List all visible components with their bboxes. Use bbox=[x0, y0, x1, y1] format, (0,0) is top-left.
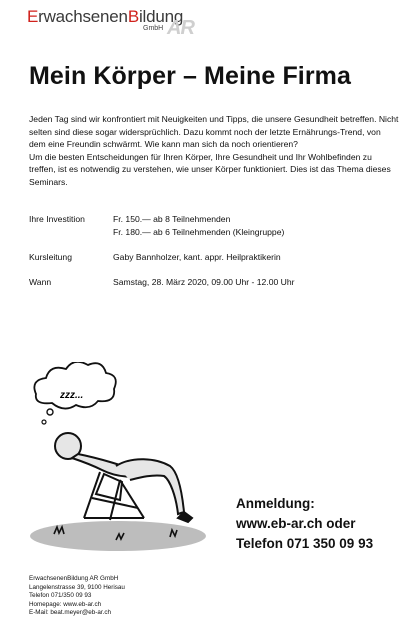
logo-gmbh: GmbH bbox=[143, 25, 164, 32]
registration-heading: Anmeldung: bbox=[236, 496, 315, 511]
registration-block bbox=[236, 494, 373, 554]
logo-wordmark bbox=[27, 7, 183, 27]
when-value: Samstag, 28. März 2020, 09.00 Uhr - 12.00 Uhr bbox=[113, 277, 295, 287]
footer-phone: Telefon 071/350 09 93 bbox=[29, 592, 92, 600]
logo-letter-b: B bbox=[127, 7, 139, 26]
logo-text-1: rwachsenen bbox=[38, 7, 128, 26]
investment-price-1: Fr. 150.— ab 8 Teilnehmenden bbox=[113, 214, 231, 224]
logo-ar-mark: AR bbox=[167, 17, 194, 39]
footer-street: Langelenstrasse 39, 9100 Herisau bbox=[29, 583, 125, 591]
lead-label: Kursleitung bbox=[29, 252, 72, 262]
registration-phone: Telefon 071 350 09 93 bbox=[236, 536, 374, 551]
snore-text: zzz... bbox=[60, 390, 84, 401]
page-title: Mein Körper – Meine Firma bbox=[29, 62, 352, 90]
lead-value: Gaby Bannholzer, kant. appr. Heilpraktikerin bbox=[113, 252, 281, 262]
footer-company: ErwachsenenBildung AR GmbH bbox=[29, 575, 119, 582]
logo-text-2: ildung bbox=[138, 7, 184, 26]
registration-website[interactable]: www.eb-ar.ch oder bbox=[236, 516, 356, 531]
investment-label: Ihre Investition bbox=[29, 214, 85, 224]
sleeping-person-deckchair-illustration bbox=[20, 362, 220, 562]
footer-email[interactable]: E-Mail: beat.meyer@eb-ar.ch bbox=[29, 609, 111, 617]
thought-dot-small bbox=[42, 420, 46, 424]
intro-paragraph-2: Um die besten Entscheidungen für Ihren Körper, Ihre Gesundheit und Ihr Wohlbefinden zu treffen, ist es notwendig zu verstehen, wie unser Körper funktioniert. Dies ist das Thema dieses Seminars. bbox=[29, 151, 391, 187]
footer-homepage[interactable]: Homepage: www.eb-ar.ch bbox=[29, 600, 102, 608]
footer-address bbox=[29, 575, 125, 618]
investment-price-2: Fr. 180.— ab 6 Teilnehmenden (Kleingruppe) bbox=[113, 227, 285, 237]
intro-paragraph-1: Jeden Tag sind wir konfrontiert mit Neuigkeiten und Tipps, die unsere Gesundheit betreffen. Nicht selten sind diese sogar widersprüchlich. Dazu kommt noch der letzte Ernährungs-Trend, von dem eine Freundin schwärmt. Wie kann man sich da noch orientieren? bbox=[29, 114, 399, 150]
logo-letter-e: E bbox=[27, 7, 39, 26]
thought-dot-large bbox=[47, 409, 53, 415]
person-and-chair bbox=[55, 433, 192, 522]
intro-text bbox=[29, 113, 399, 189]
company-logo bbox=[27, 7, 194, 39]
thought-cloud bbox=[34, 362, 115, 409]
when-label: Wann bbox=[29, 277, 52, 287]
